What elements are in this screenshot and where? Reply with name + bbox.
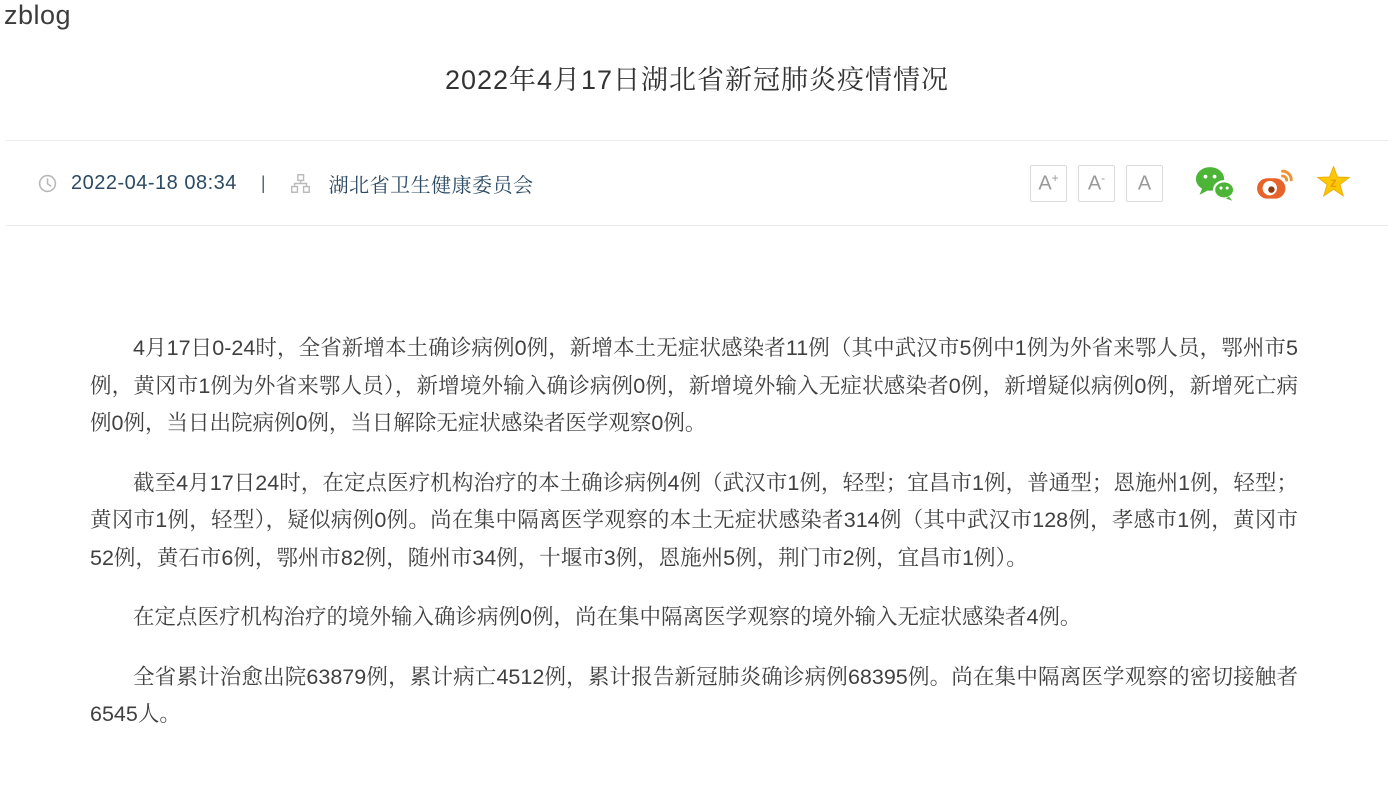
article-title: 2022年4月17日湖北省新冠肺炎疫情情况 xyxy=(444,65,950,95)
article-meta-toolbar xyxy=(1019,165,1352,202)
font-decrease-button[interactable]: A- xyxy=(1078,165,1115,202)
qzone-icon xyxy=(1315,174,1352,204)
share-wechat-button[interactable] xyxy=(1195,166,1235,201)
weibo-icon xyxy=(1256,188,1294,203)
site-header xyxy=(0,0,1394,140)
article-paragraph-2: 截至4月17日24时，在定点医疗机构治疗的本土确诊病例4例（武汉市1例，轻型；宜昌市1例，普通型；恩施州1例，轻型；黄冈市1例，轻型），疑似病例0例。尚在集中隔离医学观察的本土无症状感染者314例（其中武汉市128例，孝感市1例，黄冈市52例，黄石市6例，鄂州市82例，随州市34例，十堰市3例，恩施州5例，荆门市2例，宜昌市1例）。 xyxy=(90,470,1298,570)
wechat-icon xyxy=(1195,189,1235,204)
site-logo[interactable]: zblog xyxy=(4,0,72,30)
publish-datetime: 2022-04-18 08:34 xyxy=(71,171,237,194)
article-paragraph-3: 在定点医疗机构治疗的境外输入确诊病例0例，尚在集中隔离医学观察的境外输入无症状感染者4例。 xyxy=(133,605,1082,629)
article-meta-bar xyxy=(6,140,1388,226)
font-reset-button[interactable]: A xyxy=(1126,165,1163,202)
sitemap-icon xyxy=(290,173,311,194)
article-paragraph-1: 4月17日0-24时，全省新增本土确诊病例0例，新增本土无症状感染者11例（其中武汉市5例中1例为外省来鄂人员，鄂州市5例，黄冈市1例为外省来鄂人员），新增境外输入确诊病例0例，新增境外输入无症状感染者0例，新增疑似病例0例，新增死亡病例0例，当日出院病例0例，当日解除无症状感染者医学观察0例。 xyxy=(90,336,1298,435)
article-paragraph-4: 全省累计治愈出院63879例，累计病亡4512例，累计报告新冠肺炎确诊病例68395例。尚在集中隔离医学观察的密切接触者6545人。 xyxy=(90,664,1298,726)
article-source: 湖北省卫生健康委员会 xyxy=(328,174,534,197)
font-increase-button[interactable]: A+ xyxy=(1030,165,1067,202)
share-qzone-button[interactable] xyxy=(1315,166,1352,201)
article-body xyxy=(0,226,1394,786)
article-meta-left xyxy=(38,169,534,198)
meta-separator: | xyxy=(260,172,266,193)
clock-icon xyxy=(38,174,57,193)
share-buttons xyxy=(1195,166,1352,201)
share-weibo-button[interactable] xyxy=(1256,166,1294,200)
svg-text:z: z xyxy=(1330,174,1337,190)
